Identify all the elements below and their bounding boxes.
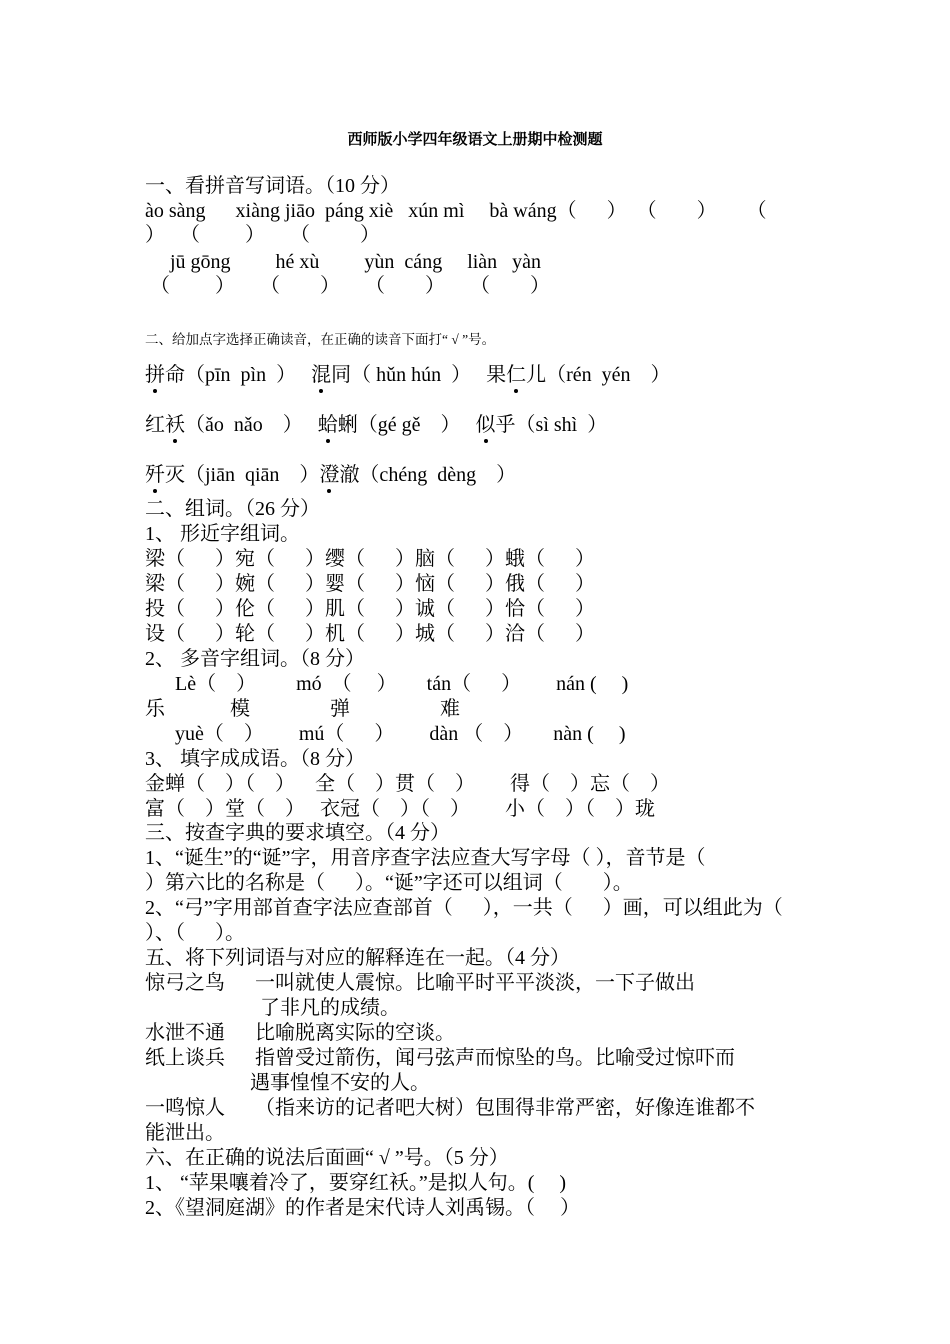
match-line: 一鸣惊人 （指来访的记者吧大树）包围得非常严密，好像连谁都不 [145,1097,755,1119]
polyphone-row-1: Lè（ ） mó （ ） tán（ ） nán ( ) [145,673,629,695]
dotted-char-row-2 [145,408,607,437]
dictionary-line: ）、（ ）。 [145,922,245,944]
dotted-char-row-1 [145,358,671,387]
subsection-2-heading: 2、 多音字组词。（8 分） [145,648,365,670]
idiom-row-2: 富（ ）堂（ ） 衣冠（ ）（ ） 小（ ）（ ）珑 [145,798,655,820]
polyphone-row-2: yuè（ ） mú（ ） dàn （ ） nàn ( ) [145,723,626,745]
dotted-item: 歼灭（jiān qiān ） [145,464,319,486]
dictionary-line: 2、“弓”字用部首查字法应查部首（ ），一共（ ）画，可以组此为（ [145,897,783,919]
match-line: 惊弓之鸟 一叫就使人震惊。比喻平时平平淡淡，一下子做出 [145,972,695,994]
dotted-item: 混同（ hǔn hún ） 果 [311,364,506,386]
answer-row-1: ） （ ） （ ） [145,224,380,246]
dotted-item: 似乎（sì shì ） [476,414,608,436]
match-line: 能泄出。 [145,1122,225,1144]
section-3-heading: 三、按查字典的要求填空。（4 分） [145,822,450,844]
judgement-item: 1、 “苹果嚷着冷了，要穿红袄。”是拟人句。( ) [145,1172,567,1194]
match-line: 水泄不通 比喻脱离实际的空谈。 [145,1022,455,1044]
section-6-heading: 六、在正确的说法后面画“ √ ”号。（5 分） [145,1147,509,1169]
word-grid-row: 梁（ ）婉（ ）婴（ ）恼（ ）俄（ ） [145,573,595,595]
word-grid-row: 设（ ）轮（ ）机（ ）城（ ）洽（ ） [145,623,595,645]
document-title: 西师版小学四年级语文上册期中检测题 [347,132,603,148]
dotted-item: 仁儿（rén yén ） [506,364,670,386]
dictionary-line: 1、“诞生”的“诞”字，用音序查字法应查大写字母（ ），音节是（ [145,847,706,869]
section-2-heading: 二、组词。（26 分） [145,498,320,520]
dotted-item: 澄澈（chéng dèng ） [319,464,516,486]
dotted-item: 蛤蜊（gé gě ） [318,414,476,436]
subsection-3-heading: 3、 填字成成语。（8 分） [145,748,365,770]
section-5-heading: 五、将下列词语与对应的解释连在一起。（4 分） [145,947,570,969]
match-line: 纸上谈兵 指曾受过箭伤，闻弓弦声而惊坠的鸟。比喻受过惊吓而 [145,1047,735,1069]
idiom-row-1: 金蝉（ ）（ ） 全（ ）贯（ ） 得（ ）忘（ ） [145,773,670,795]
dotted-item: 拼命（pīn pìn ） [145,364,311,386]
answer-row-2: （ ） （ ） （ ） （ ） [145,275,550,297]
pinyin-row-1: ào sàng xiàng jiāo páng xiè xún mì bà wáng（ ） （ ） （ [145,200,767,222]
subsection-1-heading: 1、 形近字组词。 [145,523,300,545]
word-grid-row: 梁（ ）宛（ ）缨（ ）脑（ ）蛾（ ） [145,548,595,570]
dotted-char-heading: 二、给加点字选择正确读音，在正确的读音下面打“ √ ”号。 [145,332,496,347]
dotted-item: 红袄（ǎo nǎo ） [145,414,318,436]
pinyin-row-2: jū gōng hé xù yùn cáng liàn yàn [145,251,542,273]
match-line: 遇事惶惶不安的人。 [145,1072,430,1094]
dotted-char-row-3 [145,458,516,487]
polyphone-chars: 乐 模 弹 难 [145,698,460,720]
word-grid-row: 投（ ）伦（ ）肌（ ）诚（ ）恰（ ） [145,598,595,620]
match-line: 了非凡的成绩。 [145,997,400,1019]
section-1-heading: 一、看拼音写词语。（10 分） [145,175,400,197]
dictionary-line: ）第六比的名称是（ ）。“诞”字还可以组词（ ）。 [145,872,633,894]
judgement-item: 2、《望洞庭湖》的作者是宋代诗人刘禹锡。（ ） [145,1197,580,1219]
